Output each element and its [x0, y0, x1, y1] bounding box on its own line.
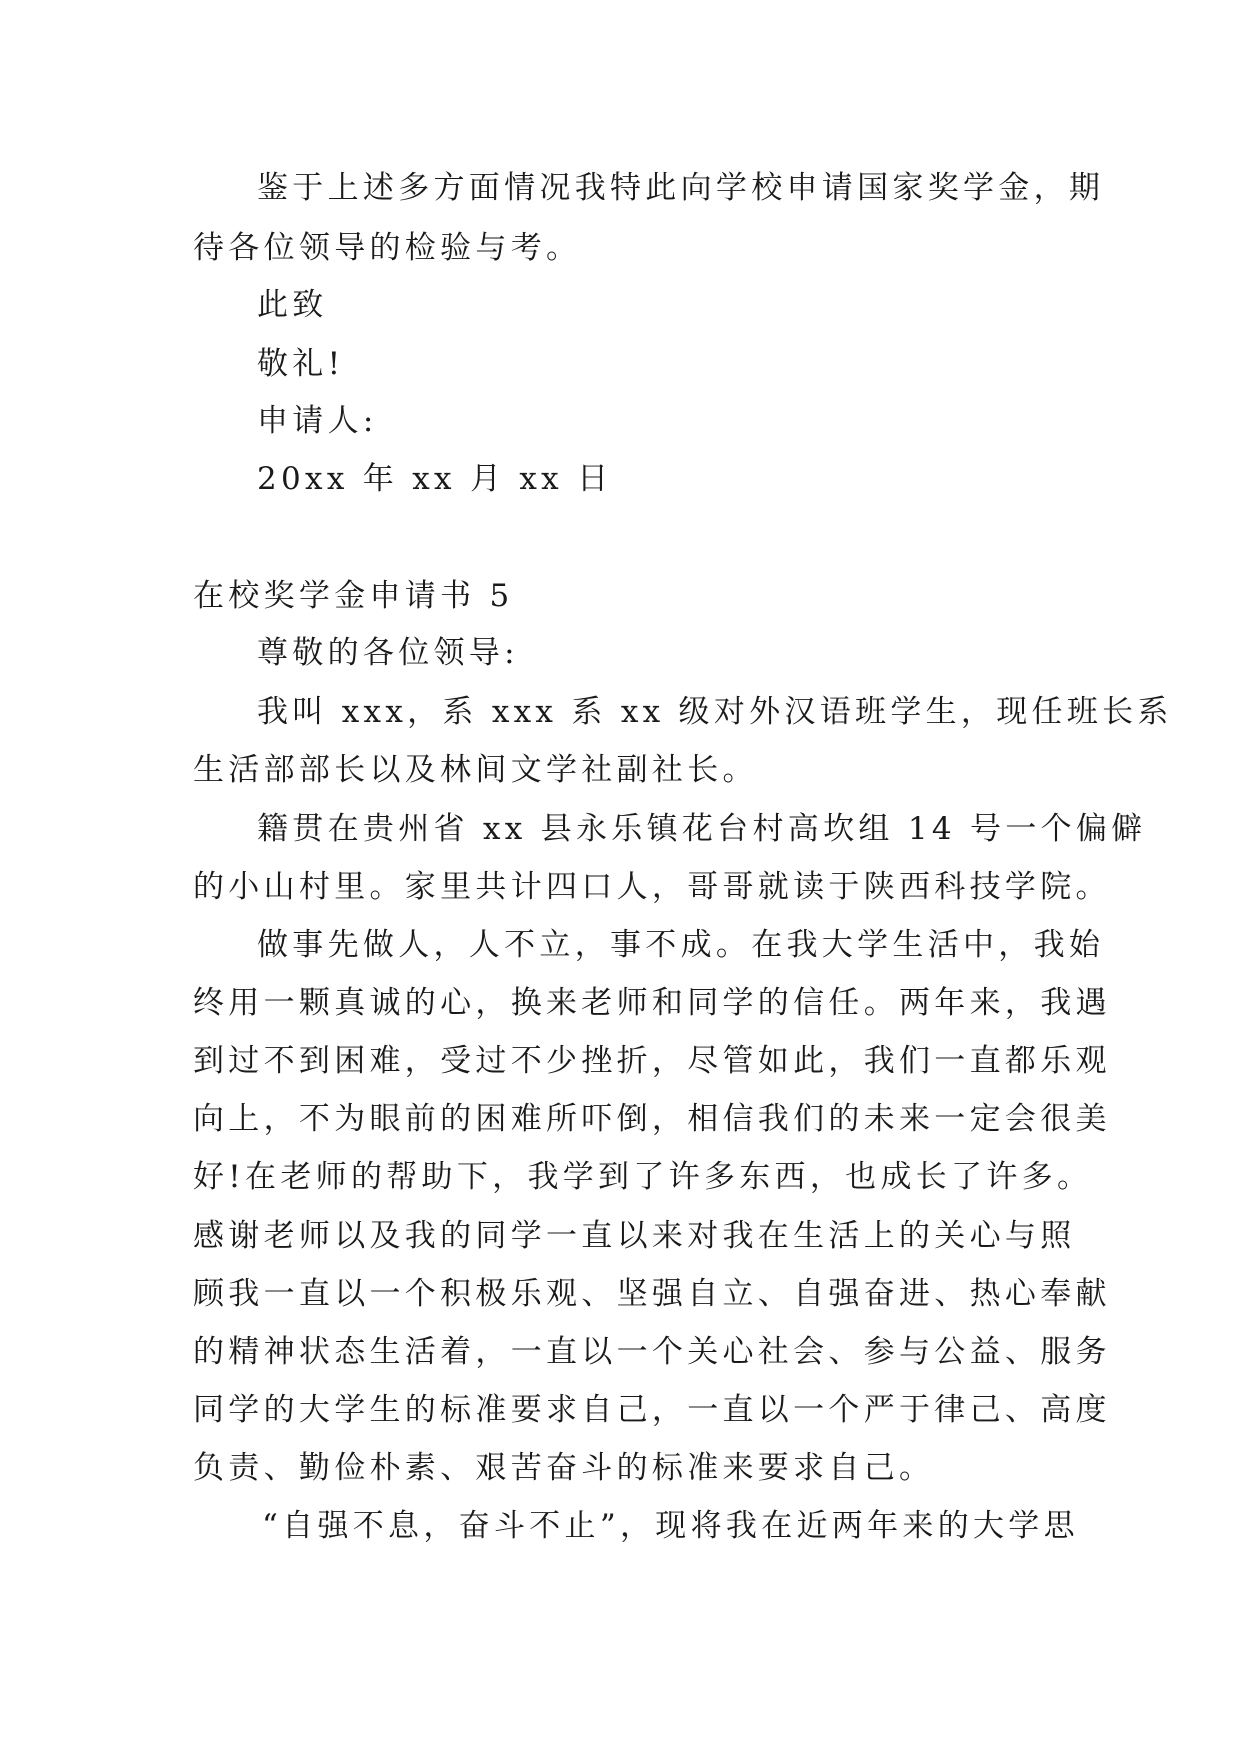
- section-title: 在校奖学金申请书 5: [193, 578, 514, 614]
- date-line: 20xx 年 xx 月 xx 日: [257, 461, 613, 497]
- greeting: 尊敬的各位领导:: [257, 635, 519, 671]
- paragraph-line: “自强不息，奋斗不止”，现将我在近两年来的大学思: [262, 1508, 1079, 1544]
- paragraph-line: 生活部部长以及林间文学社副社长。: [193, 752, 758, 788]
- salutation: 此致: [257, 287, 328, 323]
- paragraph-line: 向上，不为眼前的困难所吓倒，相信我们的未来一定会很美: [193, 1101, 1111, 1137]
- regards: 敬礼!: [257, 346, 345, 382]
- paragraph-line: 我叫 xxx，系 xxx 系 xx 级对外汉语班学生，现任班长系: [257, 694, 1173, 730]
- paragraph-line: 顾我一直以一个积极乐观、坚强自立、自强奋进、热心奉献: [193, 1276, 1111, 1312]
- paragraph-line: 负责、勤俭朴素、艰苦奋斗的标准来要求自己。: [193, 1450, 935, 1486]
- paragraph-line: 做事先做人，人不立，事不成。在我大学生活中，我始: [257, 927, 1105, 963]
- paragraph-line: 籍贯在贵州省 xx 县永乐镇花台村高坎组 14 号一个偏僻: [257, 811, 1147, 847]
- closing-line-1: 鉴于上述多方面情况我特此向学校申请国家奖学金，期: [257, 170, 1105, 206]
- paragraph-line: 终用一颗真诚的心，换来老师和同学的信任。两年来，我遇: [193, 985, 1111, 1021]
- closing-line-2: 待各位领导的检验与考。: [193, 230, 582, 266]
- paragraph-line: 好!在老师的帮助下，我学到了许多东西，也成长了许多。: [193, 1159, 1093, 1195]
- paragraph-line: 同学的大学生的标准要求自己，一直以一个严于律己、高度: [193, 1392, 1111, 1428]
- paragraph-line: 感谢老师以及我的同学一直以来对我在生活上的关心与照: [193, 1218, 1076, 1254]
- paragraph-line: 的精神状态生活着，一直以一个关心社会、参与公益、服务: [193, 1334, 1111, 1370]
- paragraph-line: 到过不到困难，受过不少挫折，尽管如此，我们一直都乐观: [193, 1043, 1111, 1079]
- applicant-label: 申请人:: [257, 403, 378, 439]
- paragraph-line: 的小山村里。家里共计四口人，哥哥就读于陕西科技学院。: [193, 869, 1111, 905]
